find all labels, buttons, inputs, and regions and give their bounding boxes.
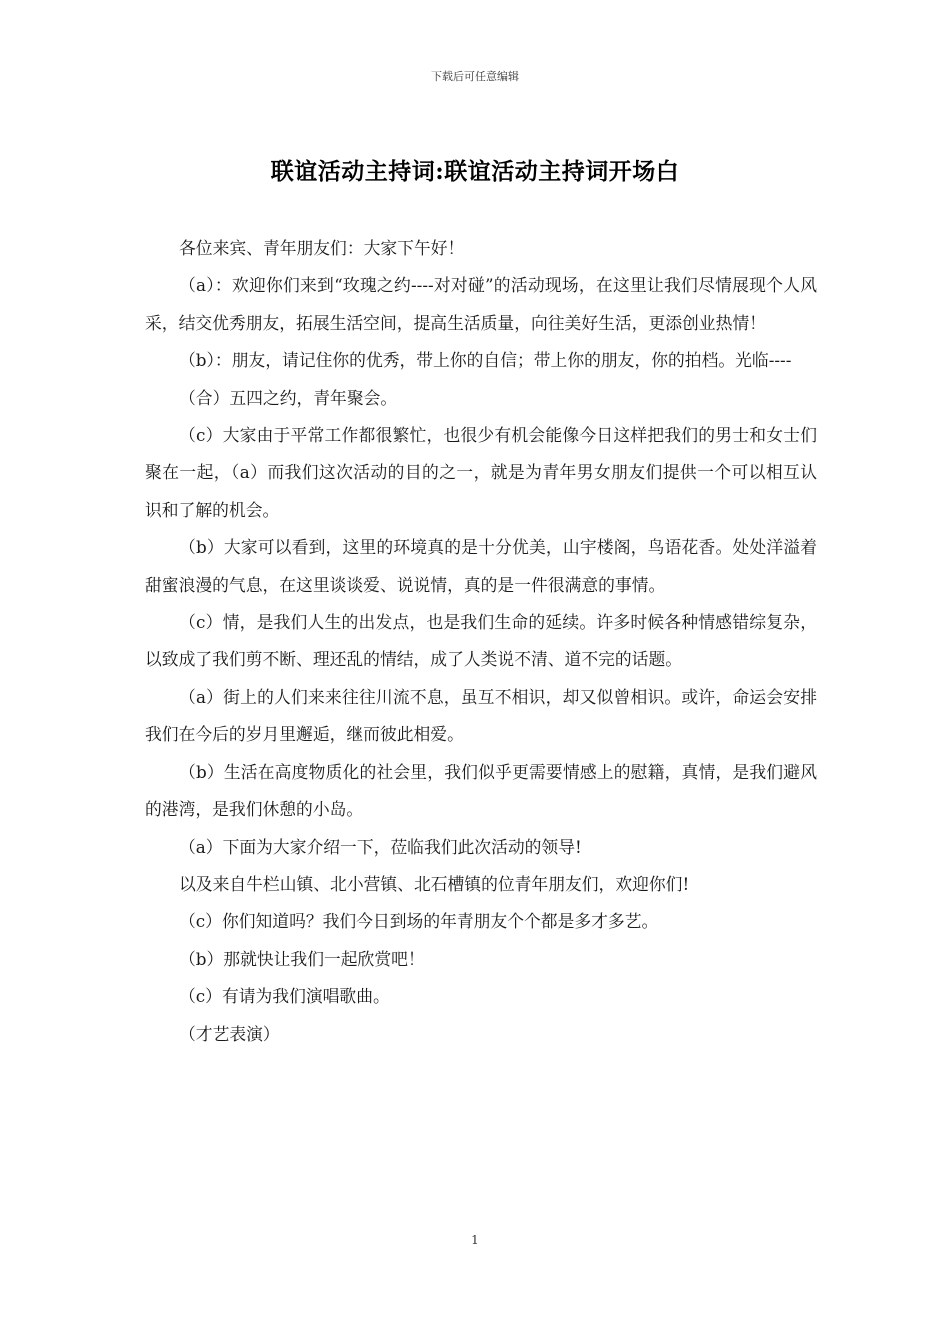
paragraph: 以及来自牛栏山镇、北小营镇、北石槽镇的位青年朋友们，欢迎你们!: [179, 873, 690, 894]
document-body: [145, 230, 817, 1053]
paragraph: （c）大家由于平常工作都很繁忙，也很少有机会能像今日这样把我们的男士和女士们聚在一起，（a）而我们这次活动的目的之一，就是为青年男女朋友们提供一个可以相互认识和了解的机会。: [145, 425, 817, 520]
paragraph: （c）有请为我们演唱歌曲。: [179, 986, 390, 1007]
header-note: 下载后可任意编辑: [431, 70, 519, 83]
paragraph: （合）五四之约，青年聚会。: [179, 387, 398, 408]
paragraph: （才艺表演）: [179, 1023, 280, 1044]
paragraph: （b）大家可以看到，这里的环境真的是十分优美，山宇楼阁，鸟语花香。处处洋溢着甜蜜浪漫的气息，在这里谈谈爱、说说情，真的是一件很满意的事情。: [145, 537, 817, 595]
paragraph: （c）情，是我们人生的出发点，也是我们生命的延续。许多时候各种情感错综复杂，以致成了我们剪不断、理还乱的情结，成了人类说不清、道不完的话题。: [145, 612, 817, 670]
page-number: 1: [471, 1233, 479, 1247]
paragraph: （b）：朋友，请记住你的优秀，带上你的自信；带上你的朋友，你的拍档。光临----: [179, 350, 792, 371]
paragraph: （c）你们知道吗？我们今日到场的年青朋友个个都是多才多艺。: [179, 911, 659, 932]
document-title: 联谊活动主持词:联谊活动主持词开场白: [270, 158, 680, 185]
paragraph: （a）：欢迎你们来到“玫瑰之约----对对碰”的活动现场，在这里让我们尽情展现个人风采，结交优秀朋友，拓展生活空间，提高生活质量，向往美好生活，更添创业热情！: [145, 275, 817, 333]
paragraph: 各位来宾、青年朋友们：大家下午好！: [179, 238, 465, 258]
paragraph: （b）生活在高度物质化的社会里，我们似乎更需要情感上的慰籍，真情，是我们避风的港湾，是我们休憩的小岛。: [145, 761, 817, 820]
paragraph: （a）下面为大家介绍一下，莅临我们此次活动的领导!: [179, 836, 582, 857]
paragraph: （a）街上的人们来来往往川流不息，虽互不相识，却又似曾相识。或许，命运会安排我们在今后的岁月里邂逅，继而彼此相爱。: [145, 686, 817, 745]
paragraph: （b）那就快让我们一起欣赏吧！: [179, 948, 425, 969]
